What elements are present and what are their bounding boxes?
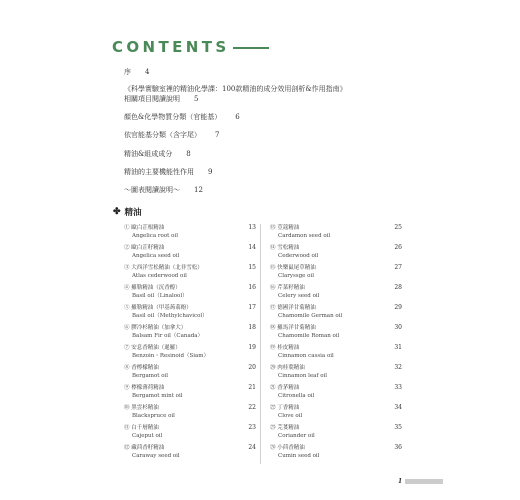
oil-entry[interactable]: [270, 304, 402, 324]
oil-name-en: Celery seed oil: [278, 293, 320, 299]
oil-entry[interactable]: [124, 264, 256, 284]
oil-name-en: Cinnamon cassia oil: [278, 353, 334, 359]
oil-name-en: Cinnamon leaf oil: [278, 373, 328, 379]
page-footer: [398, 478, 443, 485]
oil-page: 21: [248, 384, 256, 391]
oil-name-en: Clove oil: [278, 413, 303, 419]
flower-icon: ✤: [113, 207, 121, 217]
oil-name-en: Citronella oil: [278, 393, 315, 399]
oil-page: 19: [248, 344, 256, 351]
oil-page: 18: [248, 324, 256, 331]
toc-page: 6: [235, 113, 240, 121]
oil-name-cn: ② 歐白芷籽精油: [124, 245, 165, 251]
section-title: 精油: [124, 208, 142, 218]
oil-entry[interactable]: [124, 404, 256, 424]
oil-name-en: Cajeput oil: [132, 433, 163, 439]
oil-entry[interactable]: [270, 284, 402, 304]
oil-name-en: Angelica root oil: [132, 233, 178, 239]
oil-entry[interactable]: [270, 224, 402, 244]
page-number: 1: [398, 478, 403, 485]
section-heading: [113, 206, 142, 218]
oil-page: 26: [394, 244, 402, 251]
oil-page: 14: [248, 244, 256, 251]
oil-entry[interactable]: [124, 344, 256, 364]
toc-label: ～圖表閱讀說明～: [124, 186, 180, 194]
oil-page: 27: [394, 264, 402, 271]
oil-name-cn: ⑱ 羅馬洋甘菊精油: [270, 325, 316, 331]
oil-name-cn: ③ 大西洋雪松精油（北非雪松）: [124, 265, 203, 271]
oil-name-cn: ⑧ 香檸檬精油: [124, 365, 159, 371]
oil-name-en: Balsam Fir oil（Canada）: [132, 333, 204, 339]
oil-name-en: Coriander oil: [278, 433, 315, 439]
oil-entry[interactable]: [124, 284, 256, 304]
toc-label: 顏色&化學物質分類（官能基）: [124, 113, 222, 121]
contents-header: [112, 38, 269, 56]
oil-name-en: Bergamot oil: [132, 373, 169, 379]
oil-name-en: Claryssge oil: [278, 273, 314, 279]
oil-name-cn: ⑤ 羅勒精油（甲基蒟蒻酚）: [124, 305, 192, 311]
oil-page: 33: [394, 384, 402, 391]
oil-name-cn: ⑲ 桂皮精油: [270, 345, 300, 351]
toc-label: 依官能基分類（含字尾）: [124, 131, 201, 139]
oil-name-en: Cumin seed oil: [278, 453, 320, 459]
oil-name-en: Cederwood oil: [278, 253, 319, 259]
oil-list: [124, 224, 402, 464]
oil-name-en: Angelica seed oil: [132, 253, 180, 259]
oil-entry[interactable]: [270, 324, 402, 344]
toc-page: 5: [194, 95, 199, 103]
oil-page: 28: [394, 284, 402, 291]
oil-entry[interactable]: [270, 404, 402, 424]
oil-name-cn: ⑳ 肉桂葉精油: [270, 365, 305, 371]
oil-name-cn: ⑬ 荳蔻精油: [270, 225, 300, 231]
oil-entry[interactable]: [270, 384, 402, 404]
toc-label: 序: [124, 68, 131, 76]
toc-page: 8: [186, 150, 191, 158]
oil-page: 13: [248, 224, 256, 231]
oil-name-cn: ⑨ 檸檬薄荷精油: [124, 385, 165, 391]
oil-page: 24: [248, 444, 256, 451]
oil-column-left: [124, 224, 256, 464]
oil-name-cn: ⑪ 白千層精油: [124, 425, 159, 431]
oil-page: 30: [394, 324, 402, 331]
toc-entry[interactable]: [124, 113, 240, 122]
toc-page: 4: [145, 68, 150, 76]
oil-name-cn: ⑰ 德國洋甘菊精油: [270, 305, 316, 311]
oil-name-en: Bergamot mint oil: [132, 393, 183, 399]
toc-label: 《科學實驗室裡的精油化學課：100款精油的成分效用剖析&作用指南》: [124, 85, 347, 93]
oil-entry[interactable]: [124, 324, 256, 344]
oil-page: 36: [394, 444, 402, 451]
oil-page: 20: [248, 364, 256, 371]
toc-label: 相關項目閱讀說明: [124, 95, 180, 103]
oil-page: 29: [394, 304, 402, 311]
oil-name-cn: ⑦ 安息香精油（暹羅）: [124, 345, 181, 351]
toc-entry[interactable]: [124, 131, 219, 140]
footer-bar: [405, 479, 443, 484]
toc-entry[interactable]: [124, 85, 347, 94]
oil-page: 15: [248, 264, 256, 271]
oil-entry[interactable]: [124, 384, 256, 404]
oil-entry[interactable]: [270, 424, 402, 444]
page-title: CONTENTS: [112, 38, 230, 56]
oil-name-cn: ④ 羅勒精油（沉香醇）: [124, 285, 181, 291]
oil-name-cn: ⑯ 芹菜籽精油: [270, 285, 305, 291]
oil-page: 23: [248, 424, 256, 431]
oil-name-cn: ⑭ 雪松精油: [270, 245, 300, 251]
oil-entry[interactable]: [270, 344, 402, 364]
oil-entry[interactable]: [270, 244, 402, 264]
oil-name-cn: ① 歐白芷根精油: [124, 225, 165, 231]
oil-entry[interactable]: [124, 304, 256, 324]
toc-entry[interactable]: [124, 150, 191, 159]
oil-name-cn: ⑥ 膠冷杉精油（加拿大）: [124, 325, 187, 331]
oil-name-en: Cardamon seed oil: [278, 233, 331, 239]
oil-entry[interactable]: [270, 364, 402, 384]
toc-label: 精油&組成成分: [124, 150, 173, 158]
toc-entry[interactable]: [124, 186, 203, 195]
oil-page: 32: [394, 364, 402, 371]
oil-page: 35: [394, 424, 402, 431]
oil-name-cn: ㉒ 丁香精油: [270, 405, 300, 411]
oil-name-en: Atlas cederwood oil: [132, 273, 187, 279]
toc-page: 9: [208, 168, 213, 176]
toc-label: 精油的主要機能性作用: [124, 168, 194, 176]
oil-page: 22: [248, 404, 256, 411]
oil-page: 34: [394, 404, 402, 411]
column-divider: [260, 224, 261, 464]
toc-entry[interactable]: [124, 95, 198, 104]
oil-entry[interactable]: [270, 264, 402, 284]
oil-page: 17: [248, 304, 256, 311]
oil-entry[interactable]: [124, 224, 256, 244]
oil-name-en: Chamomile German oil: [278, 313, 343, 319]
oil-entry[interactable]: [270, 444, 402, 464]
toc-page: 12: [194, 186, 203, 194]
oil-name-en: Chamomile Roman oil: [278, 333, 340, 339]
oil-name-cn: ㉔ 小茴香精油: [270, 445, 305, 451]
oil-entry[interactable]: [124, 364, 256, 384]
oil-page: 16: [248, 284, 256, 291]
toc-entry[interactable]: [124, 168, 212, 177]
oil-page: 31: [394, 344, 402, 351]
oil-page: 25: [394, 224, 402, 231]
oil-name-en: Basil oil（Linalool）: [132, 293, 188, 299]
title-rule: [233, 47, 269, 49]
oil-column-right: [270, 224, 402, 464]
oil-name-cn: ㉓ 芫荽精油: [270, 425, 300, 431]
oil-name-en: Benzoin・Resinoid（Siam）: [132, 353, 209, 359]
oil-entry[interactable]: [124, 244, 256, 264]
oil-entry[interactable]: [124, 444, 256, 464]
toc-entry[interactable]: [124, 68, 149, 77]
oil-name-cn: ⑮ 快樂鼠尾草精油: [270, 265, 316, 271]
oil-name-en: Blackspruce oil: [132, 413, 175, 419]
toc-page: 7: [215, 131, 220, 139]
oil-name-cn: ㉑ 香茅精油: [270, 385, 300, 391]
oil-entry[interactable]: [124, 424, 256, 444]
oil-name-cn: ⑫ 藏茴香籽精油: [124, 445, 165, 451]
oil-name-en: Basil oil（Methylchavicol）: [132, 313, 208, 319]
oil-name-cn: ⑩ 黑雲杉精油: [124, 405, 159, 411]
oil-name-en: Caraway seed oil: [132, 453, 180, 459]
